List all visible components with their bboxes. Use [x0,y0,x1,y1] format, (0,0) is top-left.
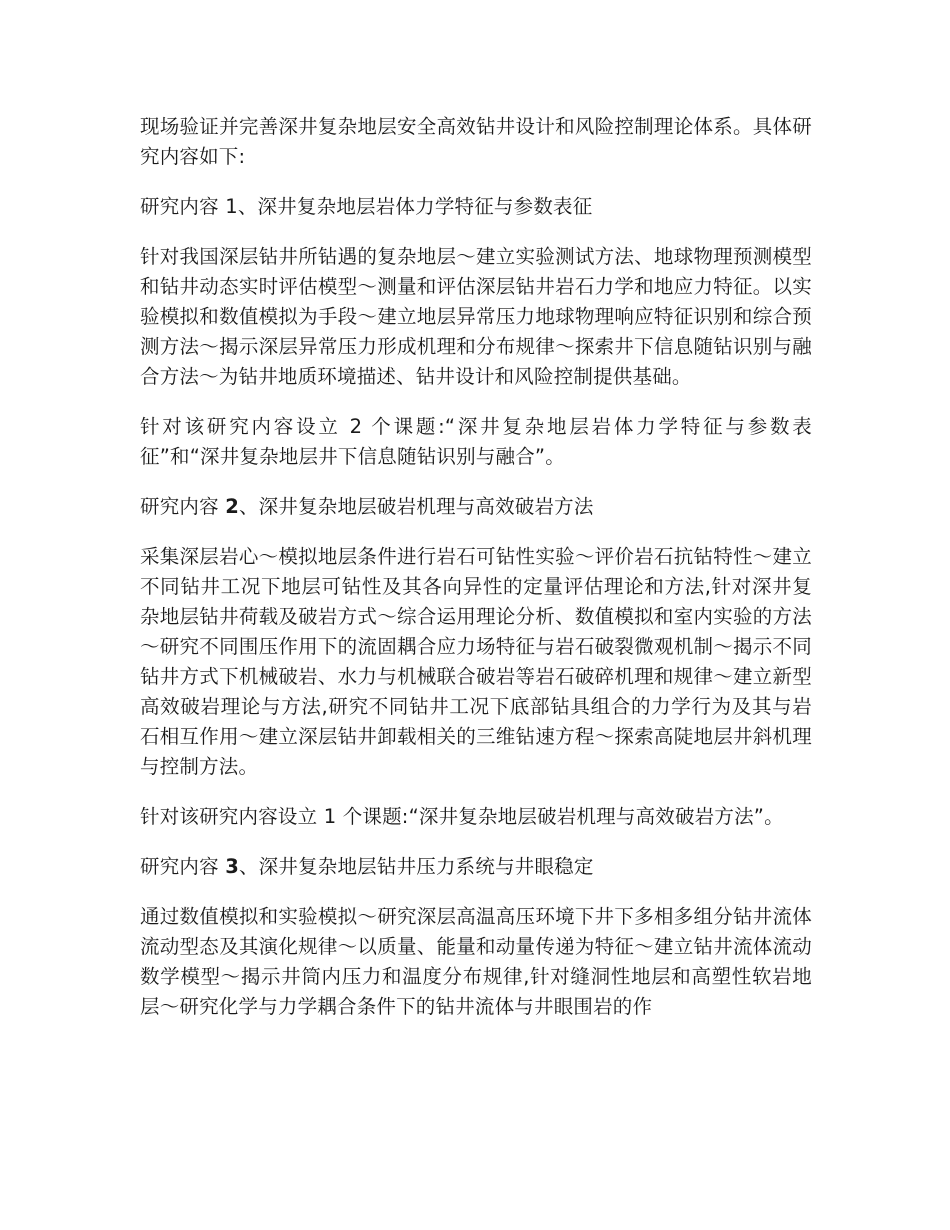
heading-number: 1 [225,195,238,218]
heading-number: 2 [225,495,239,518]
intro-paragraph: 现场验证并完善深井复杂地层安全高效钻井设计和风险控制理论体系。具体研究内容如下: [140,115,812,168]
heading-prefix: 研究内容 [140,855,226,878]
heading-title: 、深井复杂地层钻井压力系统与井眼稳定 [238,855,594,878]
heading-prefix: 研究内容 [140,495,226,518]
section-1-topics-paragraph: 针对该研究内容设立 2 个课题:“深井复杂地层岩体力学特征与参数表征”和“深井复杂地层井下信息随钻识别与融合”。 [140,415,812,468]
section-heading-3 [140,852,812,882]
section-heading-1 [140,192,812,222]
heading-title: 、深井复杂地层岩体力学特征与参数表征 [237,195,593,218]
heading-title: 、深井复杂地层破岩机理与高效破岩方法 [238,495,594,518]
section-heading-2 [140,492,812,522]
section-2-topics-paragraph: 针对该研究内容设立 1 个课题:“深井复杂地层破岩机理与高效破岩方法”。 [140,805,784,828]
section-2-body-paragraph: 采集深层岩心～模拟地层条件进行岩石可钻性实验～评价岩石抗钻特性～建立不同钻井工况下地层可钻性及其各向异性的定量评估理论和方法,针对深井复杂地层钻井荷载及破岩方式～综合运用理论分析、数值模拟和室内实验的方法～研究不同围压作用下的流固耦合应力场特征与岩石破裂微观机制～揭示不同钻井方式下机械破岩、水力与机械联合破岩等岩石破碎机理和规律～建立新型高效破岩理论与方法,研究不同钻井工况下底部钻具组合的力学行为及其与岩石相互作用～建立深层钻井卸载相关的三维钻速方程～探索高陡地层井斜机理与控制方法。 [140,545,812,778]
heading-number: 3 [225,855,239,878]
section-1-body-paragraph: 针对我国深层钻井所钻遇的复杂地层～建立实验测试方法、地球物理预测模型和钻井动态实时评估模型～测量和评估深层钻井岩石力学和地应力特征。以实验模拟和数值模拟为手段～建立地层异常压力地球物理响应特征识别和综合预测方法～揭示深层异常压力形成机理和分布规律～探索井下信息随钻识别与融合方法～为钻井地质环境描述、钻井设计和风险控制提供基础。 [140,245,812,388]
section-3-body-paragraph: 通过数值模拟和实验模拟～研究深层高温高压环境下井下多相多组分钻井流体流动型态及其演化规律～以质量、能量和动量传递为特征～建立钻井流体流动数学模型～揭示井筒内压力和温度分布规律,针对缝洞性地层和高塑性软岩地层～研究化学与力学耦合条件下的钻井流体与井眼围岩的作 [140,905,812,1018]
document-body [140,112,812,1042]
heading-prefix: 研究内容 [140,195,226,218]
